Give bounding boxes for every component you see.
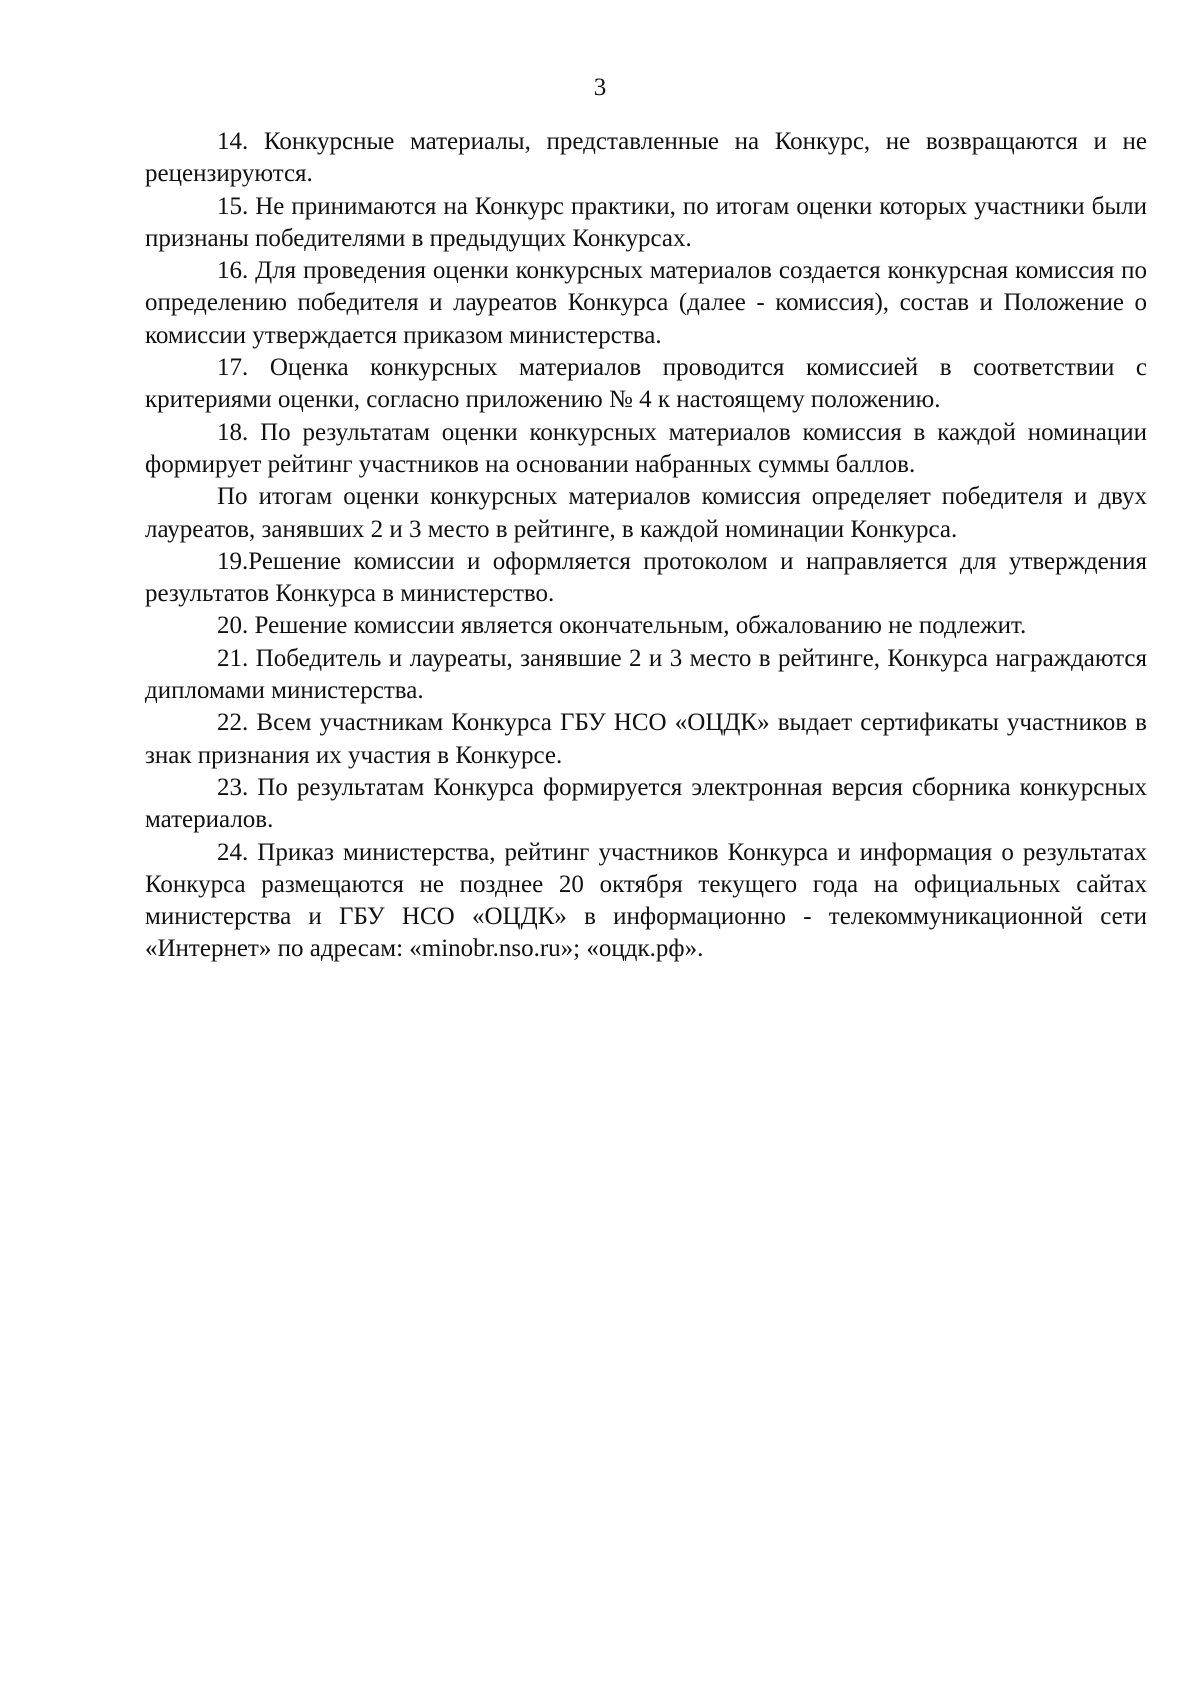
paragraph-21: 21. Победитель и лауреаты, занявшие 2 и 3 место в рейтинге, Конкурса награждаются дипломами министерства. [145,644,1147,705]
paragraph-23: 23. По результатам Конкурса формируется электронная версия сборника конкурсных материалов. [145,773,1147,834]
paragraph-14: 14. Конкурсные материалы, представленные на Конкурс, не возвращаются и не рецензируются. [145,128,1147,188]
paragraph-16: 16. Для проведения оценки конкурсных материалов создается конкурсная комиссия по определению победителя и лауреатов Конкурса (далее - комиссия), состав и Положение о комиссии утверждается приказом министерства. [145,257,1147,349]
paragraph-15: 15. Не принимаются на Конкурс практики, по итогам оценки которых участники были признаны победителями в предыдущих Конкурсах. [145,192,1147,252]
paragraph-17: 17. Оценка конкурсных материалов проводится комиссией в соответствии с критериями оценки, согласно приложению № 4 к настоящему положению. [145,354,1147,414]
document-body [145,126,1147,966]
paragraph-20: 20. Решение комиссии является окончательным, обжалованию не подлежит. [217,612,1027,640]
paragraph-19: 19.Решение комиссии и оформляется протоколом и направляется для утверждения результатов Конкурса в министерство. [145,547,1147,608]
paragraph-22: 22. Всем участникам Конкурса ГБУ НСО «ОЦДК» выдает сертификаты участников в знак признания их участия в Конкурсе. [145,709,1147,769]
paragraph-18: 18. По результатам оценки конкурсных материалов комиссия в каждой номинации формирует рейтинг участников на основании набранных суммы баллов. [145,418,1147,478]
paragraph-24: 24. Приказ министерства, рейтинг участников Конкурса и информация о результатах Конкурса размещаются не позднее 20 октября текущего года на официальных сайтах министерства и ГБУ НСО «ОЦДК» в информационно - телекоммуникационной сети «Интернет» по адресам: «minobr.nso.ru»; «оцдк.рф». [145,838,1147,963]
page-number: 3 [593,74,607,101]
paragraph-18-continued: По итогам оценки конкурсных материалов комиссия определяет победителя и двух лауреатов, занявших 2 и 3 место в рейтинге, в каждой номинации Конкурса. [145,483,1147,543]
